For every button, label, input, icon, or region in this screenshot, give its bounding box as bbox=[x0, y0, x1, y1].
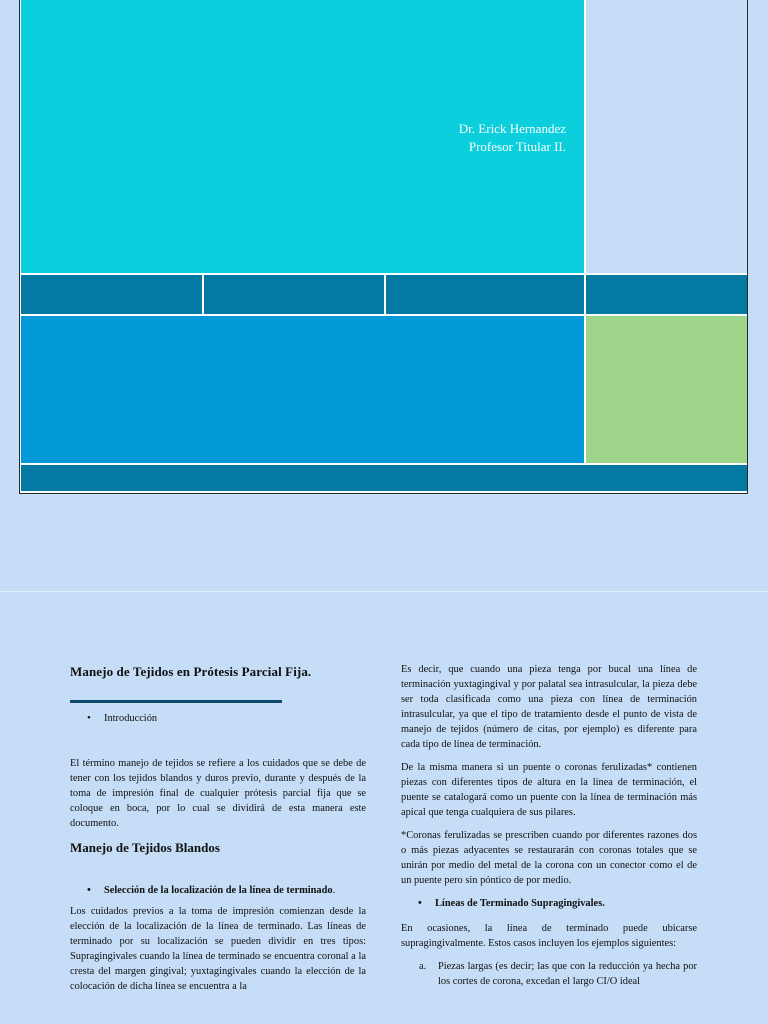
cover-page bbox=[19, 0, 748, 494]
right-paragraph-1: Es decir, que cuando una pieza tenga por bucal una línea de terminación yuxtagingival y por palatal sea intrasulcular, la pieza debe ser toda clasificada como una pieza con línea de terminación intrasulcular, ya que el tipo de tratamiento desde el punto de vista de manejo de tejidos (número de citas, por ejemplo) es diferente para cada tipo de línea de terminación. bbox=[401, 664, 697, 750]
examples-list bbox=[401, 959, 697, 989]
section-heading: Manejo de Tejidos Blandos bbox=[70, 840, 220, 855]
supragingival-list bbox=[401, 896, 697, 911]
selection-item-text: Selección de la localización de la línea de terminado bbox=[104, 885, 333, 896]
right-column bbox=[401, 662, 697, 989]
author-name: Dr. Erick Hernandez bbox=[458, 121, 566, 136]
selection-item-period: . bbox=[332, 885, 336, 896]
right-paragraph-3: *Coronas ferulizadas se prescriben cuando por diferentes razones dos o más piezas adyacentes se restaurarán con coronas totales que se unirán por medio del metal de la corona con un conector como el de un puente pero sin póntico de por medio. bbox=[401, 830, 697, 886]
example-item-a-text: Piezas largas (es decir; las que con la reducción ya hecha por los cortes de corona, excedan el largo CI/O ideal bbox=[438, 961, 697, 987]
cover-green-panel bbox=[586, 316, 747, 463]
selection-list bbox=[70, 883, 366, 898]
author-block bbox=[459, 120, 566, 156]
right-paragraph-2: De la misma manera si un puente o coronas ferulizadas* contienen piezas con diferentes tipos de altura en la línea de terminación, el puente se catalogará como un puente con la línea de terminación más apical que tenga cualquiera de sus pilares. bbox=[401, 762, 697, 818]
example-item-a-marker: a. bbox=[419, 961, 427, 972]
cover-cyan-panel bbox=[21, 0, 584, 273]
author-role: Profesor Titular II. bbox=[468, 139, 566, 154]
cover-band-cell-1 bbox=[21, 275, 202, 314]
cover-footer-band bbox=[21, 465, 747, 491]
intro-paragraph: El término manejo de tejidos se refiere a los cuidados que se debe de tener con los tejidos blandos y duros previo, durante y después de la toma de impresión final de cualquier prótesis parcial fija que se coloque en boca, por lo cual se dividirá de esta manera este documento. bbox=[70, 758, 366, 829]
supragingival-heading: • Líneas de Terminado Supragingivales. bbox=[401, 896, 697, 911]
right-paragraph-4: En ocasiones, la línea de terminado puede ubicarse supragingivalmente. Estos casos incluyen los ejemplos siguientes: bbox=[401, 923, 697, 949]
cover-band-cell-2 bbox=[204, 275, 384, 314]
selection-item bbox=[70, 883, 366, 898]
intro-list bbox=[70, 711, 366, 726]
cover-blue-panel bbox=[21, 316, 584, 463]
cover-band-cell-4 bbox=[586, 275, 747, 314]
cover-side-panel bbox=[586, 0, 747, 273]
document-title: Manejo de Tejidos en Prótesis Parcial Fija. bbox=[70, 664, 312, 679]
title-underline bbox=[70, 700, 282, 703]
cover-band-cell-3 bbox=[386, 275, 584, 314]
page-separator bbox=[0, 591, 768, 592]
intro-item: • Introducción bbox=[70, 711, 366, 726]
example-item-a bbox=[401, 959, 697, 989]
left-column bbox=[70, 662, 366, 1002]
body-paragraph: Los cuidados previos a la toma de impresión comienzan desde la elección de la localización de la línea de terminado. Las líneas de terminado por su localización se pueden dividir en tres tipos: Supragingivales cuando la línea de terminado se encuentra coronal a la cresta del margen gingival; yuxtagingivales cuando la elección de la colocación de dicha línea se encuentra a la bbox=[70, 906, 366, 992]
